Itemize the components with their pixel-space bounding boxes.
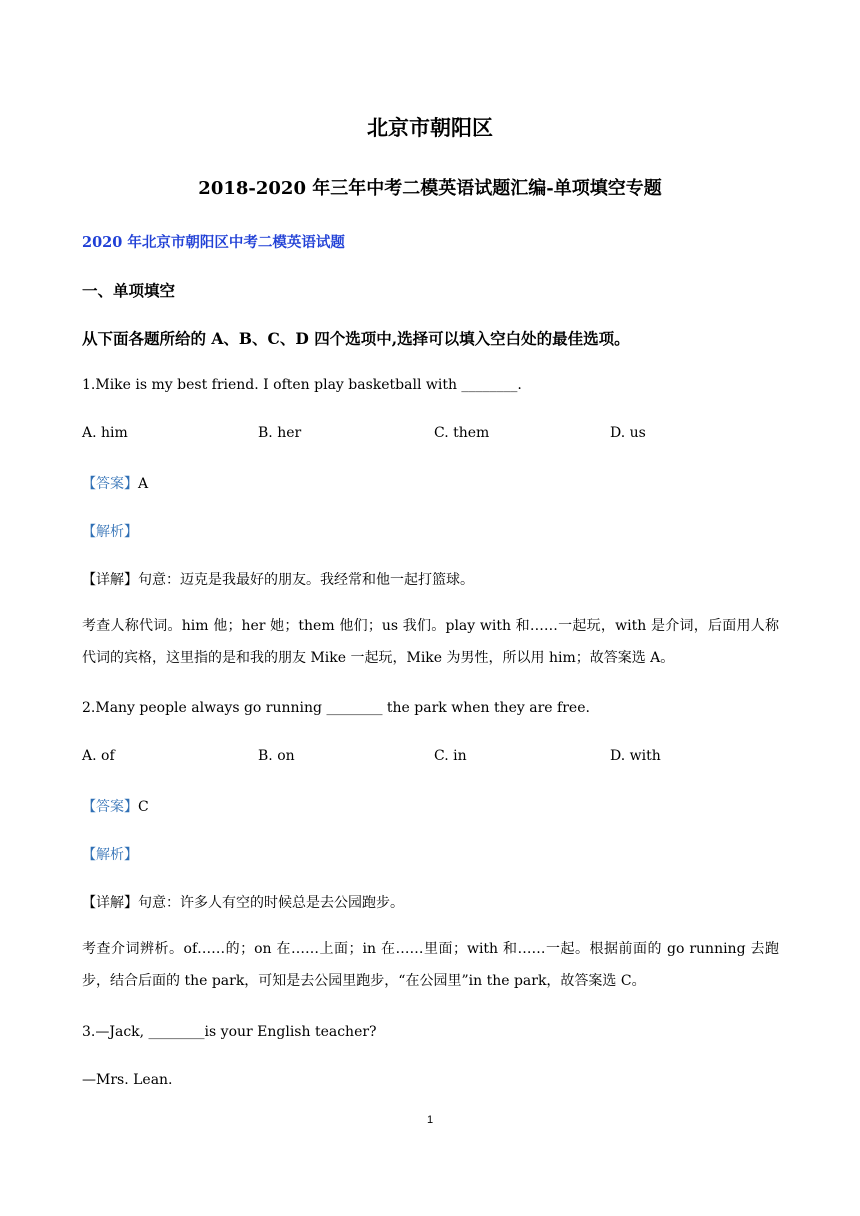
question-1-text: 1.Mike is my best friend. I often play basketball with ________. xyxy=(82,377,522,393)
question-1-analysis xyxy=(82,521,138,541)
answer-label: 【答案】 xyxy=(82,476,138,492)
question-2-explanation: 考查介词辨析。of……的；on 在……上面；in 在……里面；with 和……一起。根据前面的 go running 去跑步，结合后面的 the park，可知是去公园里跑步，“在公园里”in the park，故答案选 C。 xyxy=(82,941,779,989)
question-1-detail xyxy=(82,569,474,589)
answer-label: 【答案】 xyxy=(82,799,138,815)
question-1-option-a: A. him xyxy=(82,425,128,441)
section-instruction: 从下面各题所给的 A、B、C、D 四个选项中,选择可以填入空白处的最佳选项。 xyxy=(82,329,630,348)
question-2-option-a: A. of xyxy=(82,748,115,764)
question-1-explanation: 考查人称代词。him 他；her 她；them 他们；us 我们。play with 和……一起玩，with 是介词，后面用人称代词的宾格，这里指的是和我的朋友 Mike 一起玩，Mike 为男性，所以用 him；故答案选 A。 xyxy=(82,618,779,666)
question-3-text: 3.—Jack, ________is your English teacher? xyxy=(82,1024,377,1040)
question-1-option-c: C. them xyxy=(434,425,490,441)
answer-value: A xyxy=(138,476,149,492)
question-1-option-b: B. her xyxy=(258,425,302,441)
question-2-option-b: B. on xyxy=(258,748,295,764)
detail-text: 句意：迈克是我最好的朋友。我经常和他一起打篮球。 xyxy=(138,572,474,588)
question-2-option-c: C. in xyxy=(434,748,467,764)
question-3-reply: —Mrs. Lean. xyxy=(82,1072,173,1088)
answer-value: C xyxy=(138,799,149,815)
question-2-option-d: D. with xyxy=(610,748,661,764)
page-number: 1 xyxy=(426,1114,434,1126)
document-title: 北京市朝阳区 xyxy=(367,115,493,140)
detail-label: 【详解】 xyxy=(82,895,138,911)
question-2-detail xyxy=(82,892,404,912)
document-subtitle: 2018-2020 年三年中考二模英语试题汇编-单项填空专题 xyxy=(198,178,662,199)
exam-title: 2020 年北京市朝阳区中考二模英语试题 xyxy=(82,234,345,251)
detail-label: 【详解】 xyxy=(82,572,138,588)
question-2-analysis xyxy=(82,844,138,864)
question-1-option-d: D. us xyxy=(610,425,646,441)
analysis-label: 【解析】 xyxy=(82,524,138,540)
question-1-answer xyxy=(82,473,148,493)
question-2-text: 2.Many people always go running ________ the park when they are free. xyxy=(82,700,590,716)
detail-text: 句意：许多人有空的时候总是去公园跑步。 xyxy=(138,895,404,911)
question-2-answer xyxy=(82,796,149,816)
section-heading: 一、单项填空 xyxy=(82,281,176,300)
analysis-label: 【解析】 xyxy=(82,847,138,863)
